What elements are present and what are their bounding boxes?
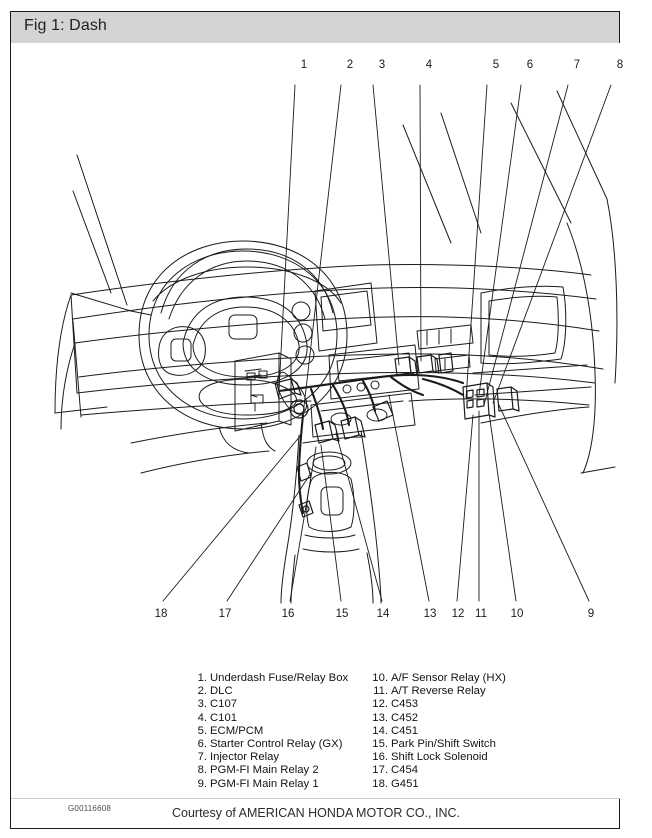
figure-footer — [11, 798, 621, 830]
dash-top-surface — [71, 264, 603, 377]
legend-number: 16. — [372, 751, 388, 764]
legend-item-9 — [190, 778, 348, 791]
callout-bottom-18: 18 — [154, 608, 168, 620]
center-console — [281, 431, 381, 603]
callout-bottom-10: 10 — [510, 608, 524, 620]
legend-label: C107 — [210, 698, 238, 711]
callout-top-3: 3 — [378, 59, 386, 71]
callout-top-6: 6 — [526, 59, 534, 71]
callout-bottom-16: 16 — [281, 608, 295, 620]
legend-number: 5. — [197, 724, 207, 737]
windshield-and-pillars — [71, 91, 607, 315]
legend-number: 3. — [197, 698, 207, 711]
legend-label: PGM-FI Main Relay 1 — [210, 777, 319, 790]
callout-top-2: 2 — [346, 59, 354, 71]
legend-item-16 — [371, 751, 506, 764]
legend-number: 12. — [372, 698, 388, 711]
legend-number: 9. — [197, 777, 207, 790]
figure-image-code: G00116608 — [68, 804, 112, 813]
legend-label: A/F Sensor Relay (HX) — [391, 672, 506, 684]
legend-number: 13. — [372, 711, 388, 724]
legend-item-17 — [371, 764, 506, 777]
callout-top-8: 8 — [616, 59, 624, 71]
legend-label: ECM/PCM — [210, 724, 264, 737]
callout-top-1: 1 — [300, 59, 308, 71]
legend-item-12 — [371, 698, 506, 711]
callout-top-7: 7 — [573, 59, 581, 71]
legend-label: A/T Reverse Relay — [391, 685, 486, 698]
wiring-harness — [279, 375, 463, 513]
legend-label: C452 — [391, 711, 419, 724]
legend-item-14 — [371, 725, 506, 738]
callout-bottom-13: 13 — [423, 608, 437, 620]
legend-item-6 — [190, 738, 348, 751]
legend-label: Underdash Fuse/Relay Box — [210, 672, 349, 684]
courtesy-text: Courtesy of AMERICAN HONDA MOTOR CO., INC. — [171, 806, 460, 820]
legend-label: C451 — [391, 724, 419, 737]
legend-item-10 — [371, 672, 506, 685]
callout-top-5: 5 — [492, 59, 500, 71]
legend-number: 2. — [197, 685, 207, 698]
callout-bottom-15: 15 — [335, 608, 349, 620]
legend-label: G451 — [391, 777, 419, 790]
callout-bottom-11: 11 — [475, 608, 487, 620]
legend-number: 6. — [197, 738, 207, 751]
legend-number: 14. — [372, 724, 388, 737]
callout-bottom-12: 12 — [451, 608, 465, 620]
legend-number: 17. — [372, 764, 388, 777]
leader-lines-bottom — [163, 395, 589, 601]
right-body-panel — [567, 199, 617, 473]
legend-label: C101 — [210, 711, 238, 724]
legend-label: Park Pin/Shift Switch — [391, 738, 496, 751]
legend-number: 8. — [197, 764, 207, 777]
legend-number: 1. — [197, 672, 207, 684]
legend-number: 7. — [197, 751, 207, 764]
legend-column-right — [371, 672, 506, 791]
legend-item-18 — [371, 778, 506, 791]
footwell — [131, 423, 269, 473]
legend-label: C453 — [391, 698, 419, 711]
legend-item-8 — [190, 764, 348, 777]
page-title: Fig 1: Dash — [24, 17, 107, 34]
legend-item-5 — [190, 725, 348, 738]
legend-item-1 — [190, 672, 348, 685]
legend-item-11 — [371, 685, 506, 698]
figure-title-bar — [11, 12, 619, 43]
legend-label: Shift Lock Solenoid — [391, 751, 488, 764]
legend-label: PGM-FI Main Relay 2 — [210, 764, 319, 777]
legend-item-15 — [371, 738, 506, 751]
callout-bottom-9: 9 — [587, 608, 595, 620]
legend-number: 11. — [373, 685, 388, 698]
figure-panel — [10, 11, 624, 829]
instrument-cluster — [153, 267, 341, 303]
callout-bottom-14: 14 — [376, 608, 390, 620]
legend-label: Starter Control Relay (GX) — [210, 738, 343, 751]
legend-number: 18. — [372, 777, 388, 790]
legend-column-left — [190, 672, 348, 791]
legend-label: DLC — [210, 685, 233, 698]
legend-item-2 — [190, 685, 348, 698]
legend-label: C454 — [391, 764, 419, 777]
steering-wheel — [139, 241, 347, 453]
legend-number: 4. — [197, 711, 207, 724]
legend-number: 15. — [372, 738, 388, 751]
callout-bottom-17: 17 — [218, 608, 232, 620]
legend-item-13 — [371, 712, 506, 725]
legend-number: 10. — [372, 672, 388, 684]
legend-item-3 — [190, 698, 348, 711]
legend-item-4 — [190, 712, 348, 725]
legend-item-7 — [190, 751, 348, 764]
legend-label: Injector Relay — [210, 751, 280, 764]
callout-top-4: 4 — [425, 59, 433, 71]
